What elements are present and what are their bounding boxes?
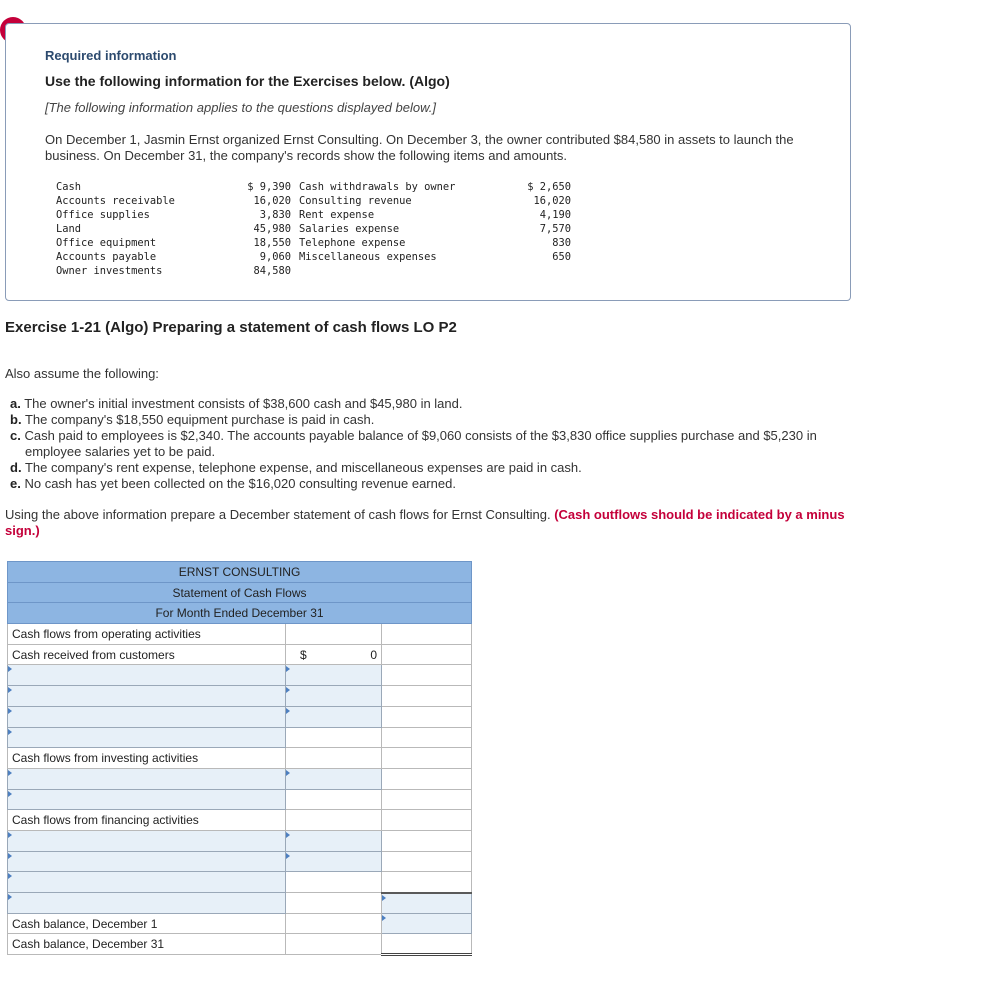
required-info-title: Required information [45,48,177,63]
ledger-account-name: Salaries expense [299,223,400,235]
financing-total-desc-input[interactable] [8,872,286,893]
ledger-amount: 16,020 [533,195,571,207]
ledger-amount: 7,570 [539,223,571,235]
ledger-amount: 830 [552,237,571,249]
cash-balance-begin-label: Cash balance, December 1 [8,913,286,934]
operating-amount-input-1[interactable] [286,665,382,686]
assumption-a: a. The owner's initial investment consists of $38,600 cash and $45,980 in land. [10,396,463,411]
operating-amount-input-2[interactable] [286,686,382,707]
ledger-account-name: Office equipment [56,237,157,249]
ledger-row [56,250,571,264]
operating-desc-input-3[interactable] [8,706,286,727]
ledger-account-name: Consulting revenue [299,195,412,207]
assumption-d: d. The company's rent expense, telephone expense, and miscellaneous expenses are paid in cash. [10,460,582,475]
investing-amount-input-1[interactable] [286,768,382,789]
assumptions-list [10,396,845,492]
ledger-amount: 18,550 [253,237,291,249]
cash-flow-statement [7,561,472,956]
investing-activities-label: Cash flows from investing activities [8,748,286,769]
ledger-account-name: Accounts receivable [56,195,175,207]
ledger-account-name: Owner investments [56,265,163,277]
ledger-row [56,236,571,250]
net-change-desc-input[interactable] [8,893,286,914]
ledger-account-name: Rent expense [299,209,375,221]
ledger-amount: 16,020 [253,195,291,207]
assumption-e: e. No cash has yet been collected on the $16,020 consulting revenue earned. [10,476,456,491]
ledger-row [56,264,571,278]
ledger-amount: 3,830 [259,209,291,221]
financing-amount-input-2[interactable] [286,851,382,872]
cash-received-value: $ 0 [286,644,382,665]
ledger-row [56,194,571,208]
assumption-c: c. Cash paid to employees is $2,340. The accounts payable balance of $9,060 consists of the $3,830 office supplies purchase and $5,230 in employee salaries yet to be paid. [10,428,817,459]
cash-balance-end-value [382,934,472,955]
cash-received-label: Cash received from customers [8,644,286,665]
financing-activities-label: Cash flows from financing activities [8,810,286,831]
net-change-amount-input[interactable] [382,893,472,914]
ledger-account-name: Office supplies [56,209,150,221]
cash-balance-end-label: Cash balance, December 31 [8,934,286,955]
assumption-b: b. The company's $18,550 equipment purchase is paid in cash. [10,412,375,427]
investing-desc-input-1[interactable] [8,768,286,789]
ledger-row [56,222,571,236]
minus-sign-note: (Cash outflows should be indicated by a minus sign.) [5,507,845,538]
ledger-account-name [295,264,515,278]
operating-total-input[interactable] [382,727,472,748]
investing-total-desc-input[interactable] [8,789,286,810]
use-info-heading: Use the following information for the Exercises below. (Algo) [45,73,450,89]
cash-balance-begin-input[interactable] [382,913,472,934]
intro-paragraph: On December 1, Jasmin Ernst organized Ernst Consulting. On December 3, the owner contributed $84,580 in assets to launch the business. On December 31, the company's records show the following items and amounts. [45,132,794,163]
financing-desc-input-2[interactable] [8,851,286,872]
ledger-account-name: Land [56,223,82,235]
financing-desc-input-1[interactable] [8,830,286,851]
also-assume-label: Also assume the following: [5,366,159,381]
operating-desc-input-2[interactable] [8,686,286,707]
ledger-amount: $ 2,650 [527,181,571,193]
ledger-account-name: Cash [56,181,82,193]
ledger-amount: 45,980 [253,223,291,235]
ledger-amount: $ 9,390 [247,181,291,193]
operating-activities-label: Cash flows from operating activities [8,624,286,645]
ledger-amount: 4,190 [539,209,571,221]
statement-period: For Month Ended December 31 [8,603,472,624]
operating-desc-input-1[interactable] [8,665,286,686]
ledger-account-name: Cash withdrawals by owner [299,181,456,193]
required-info-box [5,23,851,301]
exercise-title: Exercise 1-21 (Algo) Preparing a statement of cash flows LO P2 [5,319,457,336]
ledger-row [56,180,571,194]
account-balances-table [56,180,586,278]
ledger-amount: 650 [552,251,571,263]
financing-amount-input-1[interactable] [286,830,382,851]
instruction-text: Using the above information prepare a December statement of cash flows for Ernst Consulting. (Cash outflows should be indicated by a minus sign.) [5,507,845,538]
ledger-amount: 9,060 [259,251,291,263]
ledger-amount: 84,580 [253,265,291,277]
ledger-amount [515,264,571,278]
applies-note: [The following information applies to the questions displayed below.] [45,100,436,115]
ledger-account-name: Telephone expense [299,237,406,249]
operating-total-desc-input[interactable] [8,727,286,748]
ledger-row [56,208,571,222]
ledger-account-name: Miscellaneous expenses [299,251,437,263]
ledger-account-name: Accounts payable [56,251,157,263]
statement-title: Statement of Cash Flows [8,582,472,603]
statement-company: ERNST CONSULTING [8,562,472,583]
operating-amount-input-3[interactable] [286,706,382,727]
